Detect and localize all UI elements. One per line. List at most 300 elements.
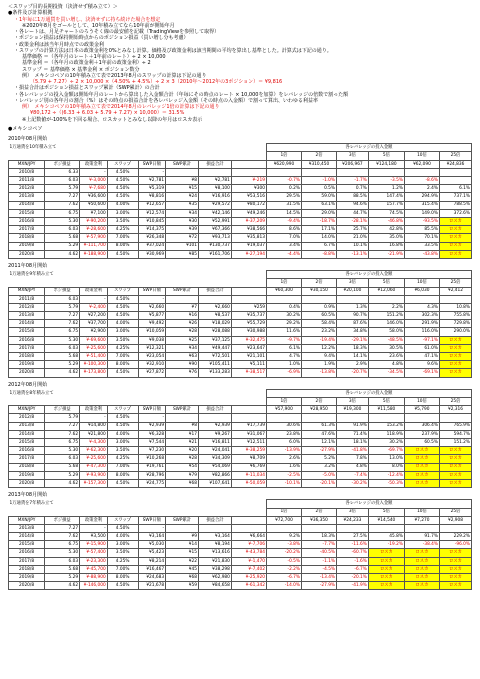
- leverage-label: 5倍: [368, 508, 404, 516]
- table-row: [9, 226, 472, 234]
- table-cell: [337, 295, 369, 303]
- table-cell: ¥3,500: [80, 533, 108, 541]
- table-cell: ¥30,969: [138, 250, 166, 258]
- table-cell: 27.5%: [337, 533, 369, 541]
- table-cell: ¥-7,402: [231, 565, 266, 573]
- table-cell: ロスカ: [439, 471, 471, 479]
- condition-line: 例） メキシコペソの10年積み立て表で2013年8月のスワップの計算は下記の通り: [22, 72, 207, 79]
- table-cell: ¥16: [166, 312, 199, 320]
- table-row: [9, 209, 472, 217]
- deposit-amount: ¥14,540: [368, 516, 404, 524]
- table-cell: ¥-90,200: [80, 217, 108, 225]
- leverage-label: 2倍: [301, 398, 336, 406]
- table-cell: ¥-4,300: [80, 438, 108, 446]
- table-row: [9, 185, 472, 193]
- table-cell: -7.7%: [301, 541, 336, 549]
- table-cell: 25.7%: [337, 226, 369, 234]
- leverage-label: 2倍: [301, 279, 336, 287]
- deposit-amount: ¥11,580: [368, 406, 404, 414]
- table-cell: 88.5%: [337, 193, 369, 201]
- table-cell: ¥55,729: [231, 320, 266, 328]
- table-row: [9, 193, 472, 201]
- leverage-header: 各レバレッジの投入金額: [266, 500, 471, 508]
- table-cell: ¥30: [166, 217, 199, 225]
- table-cell: ¥38,298: [199, 565, 232, 573]
- col-header-swap: スワップ: [107, 160, 138, 168]
- table-row: [9, 430, 472, 438]
- table-cell: 14.5%: [266, 209, 301, 217]
- table-cell: ¥3,164: [138, 533, 166, 541]
- table-cell: 7.27: [45, 422, 80, 430]
- table-cell: ¥10,845: [138, 217, 166, 225]
- table-cell: ¥-45,700: [80, 565, 108, 573]
- row-date: 2013/8: [9, 422, 45, 430]
- table-cell: ¥39: [166, 226, 199, 234]
- table-cell: 151.2%: [368, 312, 404, 320]
- deposit-amount: ¥2,412: [439, 287, 471, 295]
- table-cell: 4.50%: [107, 582, 138, 590]
- table-cell: ¥-28,600: [80, 226, 108, 234]
- simulation-table: [8, 143, 472, 259]
- table-cell: 4.3%: [404, 303, 439, 311]
- table-cell: ¥-62,300: [80, 447, 108, 455]
- table-cell: ¥7,230: [138, 447, 166, 455]
- table-cell: ¥15: [166, 549, 199, 557]
- table-cell: 12.1%: [301, 438, 336, 446]
- condition-line: （5.79 + 7.27）÷ 2 × 10,000 ×（4.50% + 4.5%）÷ 2 × 3（2010年〜2012年の3ポジション）＝ ¥9,816: [30, 79, 283, 85]
- table-cell: 91.9%: [337, 422, 369, 430]
- table-cell: 8.00%: [107, 242, 138, 250]
- blank-cell: [9, 508, 267, 516]
- condition-line: スワップ ＝ 基準価格 × 基準金利 × ポジション数分: [22, 66, 140, 73]
- page: [8, 4, 472, 590]
- table-cell: 17.1%: [301, 226, 336, 234]
- table-cell: 60.5%: [404, 438, 439, 446]
- table-cell: ¥9,038: [138, 336, 166, 344]
- table-cell: ¥49,246: [231, 209, 266, 217]
- sim-start-label: 2010年08月開始: [8, 136, 48, 142]
- table-cell: 47.1%: [404, 353, 439, 361]
- blank-cell: [9, 398, 267, 406]
- table-cell: -5.0%: [301, 471, 336, 479]
- table-cell: ロスカ: [404, 447, 439, 455]
- table-cell: ¥23,647: [231, 344, 266, 352]
- table-cell: 85.5%: [404, 226, 439, 234]
- col-header-swpsum: SWP累計: [166, 287, 199, 295]
- table-cell: -9.7%: [266, 336, 301, 344]
- col-header-total: 損益合計: [199, 287, 232, 295]
- table-cell: ¥6,664: [231, 533, 266, 541]
- table-cell: ¥7,100: [80, 209, 108, 217]
- table-cell: 9.4%: [301, 353, 336, 361]
- table-cell: -4.5%: [301, 565, 336, 573]
- table-cell: ¥84,658: [199, 582, 232, 590]
- table-cell: 18.3%: [301, 533, 336, 541]
- table-cell: ¥45: [166, 565, 199, 573]
- table-cell: [368, 168, 404, 176]
- leverage-label: 25倍: [439, 279, 471, 287]
- table-cell: ロスカ: [368, 549, 404, 557]
- table-cell: ¥30,988: [231, 328, 266, 336]
- table-cell: 59.0%: [301, 193, 336, 201]
- col-header-swpday: SWP日額: [138, 516, 166, 524]
- table-title: 1万通貨を10年積み立て: [9, 144, 267, 152]
- table-cell: ¥-1,470: [231, 557, 266, 565]
- table-row: [9, 533, 472, 541]
- table-row: [9, 455, 472, 463]
- table-cell: -6.9%: [266, 369, 301, 377]
- table-cell: 8.00%: [107, 574, 138, 582]
- table-cell: 4.50%: [107, 177, 138, 185]
- table-cell: 729.8%: [439, 320, 471, 328]
- row-date: 2018/8: [9, 353, 45, 361]
- row-date: 2020/8: [9, 369, 45, 377]
- table-cell: 94.6%: [337, 201, 369, 209]
- table-cell: -: [138, 524, 166, 532]
- row-date: 2013/8: [9, 312, 45, 320]
- table-cell: -13.1%: [337, 250, 369, 258]
- table-cell: ¥17,739: [231, 422, 266, 430]
- table-cell: 4.25%: [107, 344, 138, 352]
- table-cell: -41.8%: [337, 447, 369, 455]
- simulation-table: [8, 270, 472, 377]
- table-cell: ¥6,769: [231, 463, 266, 471]
- table-cell: 30.2%: [368, 438, 404, 446]
- table-row: [9, 344, 472, 352]
- condition-line: 基準金利 ＝（各年月の政策金利＋1年前の政策金利）÷ 2: [22, 60, 151, 67]
- table-cell: -93.5%: [404, 217, 439, 225]
- table-cell: ¥-2,400: [80, 303, 108, 311]
- table-cell: ¥54: [166, 463, 199, 471]
- table-cell: ¥24,041: [199, 447, 232, 455]
- table-cell: ¥27,872: [138, 369, 166, 377]
- table-cell: ¥52,991: [199, 217, 232, 225]
- table-cell: -48.5%: [368, 336, 404, 344]
- table-cell: ¥5,111: [231, 361, 266, 369]
- table-cell: 4.62: [45, 582, 80, 590]
- row-date: 2014/8: [9, 533, 45, 541]
- table-cell: 34.8%: [337, 328, 369, 336]
- table-cell: 306.4%: [404, 422, 439, 430]
- table-cell: 4.50%: [107, 422, 138, 430]
- table-cell: ¥-3,000: [80, 177, 108, 185]
- table-cell: ロスカ: [439, 361, 471, 369]
- row-date: 2017/8: [9, 344, 45, 352]
- deposit-amount: ¥57,900: [266, 406, 301, 414]
- leverage-header: 各レバレッジの投入金額: [266, 144, 471, 152]
- conditions-section: [8, 17, 472, 123]
- table-cell: [266, 295, 301, 303]
- table-cell: ¥34,309: [199, 455, 232, 463]
- table-cell: ¥2,781: [199, 177, 232, 185]
- table-cell: ¥14: [166, 541, 199, 549]
- table-cell: ¥25: [166, 336, 199, 344]
- leverage-label: 10倍: [404, 398, 439, 406]
- table-cell: ¥23,054: [138, 353, 166, 361]
- table-cell: ¥8,194: [199, 541, 232, 549]
- table-cell: 3.00%: [107, 209, 138, 217]
- table-cell: ロスカ: [439, 549, 471, 557]
- deposit-amount: ¥24,233: [337, 516, 369, 524]
- table-cell: ¥50,600: [80, 201, 108, 209]
- table-cell: 6.7%: [301, 242, 336, 250]
- deposit-amount: ¥60,300: [266, 287, 301, 295]
- table-cell: ¥7: [166, 303, 199, 311]
- table-cell: 7.00%: [107, 565, 138, 573]
- leverage-label: 5倍: [368, 279, 404, 287]
- leverage-label: 5倍: [368, 152, 404, 160]
- table-cell: 5.30: [45, 336, 80, 344]
- row-date: 2015/8: [9, 328, 45, 336]
- table-cell: ¥26,348: [138, 234, 166, 242]
- deposit-amount: ¥310,450: [301, 160, 336, 168]
- table-row: [9, 250, 472, 258]
- table-cell: ¥35,813: [231, 234, 266, 242]
- table-cell: 23.2%: [301, 328, 336, 336]
- table-cell: 7.62: [45, 533, 80, 541]
- sim-start-label: 2011年08月開始: [8, 262, 48, 269]
- table-row: [9, 168, 472, 176]
- table-cell: 8.00%: [107, 361, 138, 369]
- table-cell: 4.62: [45, 479, 80, 487]
- table-cell: ¥-25,600: [80, 344, 108, 352]
- table-cell: [368, 524, 404, 532]
- table-cell: ¥-47,300: [80, 463, 108, 471]
- table-cell: 5.79: [45, 185, 80, 193]
- table-cell: ¥8,100: [199, 185, 232, 193]
- blank-cell: [9, 152, 267, 160]
- table-cell: ロスカ: [439, 557, 471, 565]
- table-cell: -9.4%: [266, 217, 301, 225]
- row-date: 2020/8: [9, 582, 45, 590]
- condition-line: ・1年毎に1万通貨を買い増し、決済せずに持ち続けた場合を想定: [14, 16, 161, 23]
- table-cell: ¥-7,706: [231, 541, 266, 549]
- table-cell: 18.1%: [337, 438, 369, 446]
- table-cell: ¥10,268: [138, 455, 166, 463]
- table-cell: ¥2,781: [138, 177, 166, 185]
- table-cell: 788.5%: [439, 201, 471, 209]
- blank-cell: [231, 287, 266, 295]
- table-cell: [337, 168, 369, 176]
- table-cell: 6.75: [45, 438, 80, 446]
- table-cell: -: [80, 168, 108, 176]
- table-cell: 21.0%: [337, 234, 369, 242]
- condition-line: ・各レバレッジの投入金額は開始年月のレートから算出した入金額合計（年毎にその時点のレート × 10,000を加算）をレバレッジの倍数で割った額: [14, 91, 349, 98]
- table-cell: 9.6%: [404, 361, 439, 369]
- table-cell: ¥5,877: [138, 312, 166, 320]
- table-cell: 237.9%: [404, 430, 439, 438]
- table-cell: ¥19,761: [138, 463, 166, 471]
- table-cell: 63.1%: [301, 201, 336, 209]
- row-date: 2013/8: [9, 193, 45, 201]
- table-cell: 74.5%: [368, 209, 404, 217]
- col-header-pair: MXN/JPY: [9, 406, 45, 414]
- table-cell: 4.00%: [107, 430, 138, 438]
- leverage-label: 1倍: [266, 279, 301, 287]
- leverage-label: 3倍: [337, 152, 369, 160]
- table-cell: -27.9%: [301, 582, 336, 590]
- deposit-amount: ¥19,300: [337, 406, 369, 414]
- row-date: 2012/8: [9, 414, 45, 422]
- table-cell: ¥14,375: [138, 226, 166, 234]
- table-cell: ¥85: [166, 250, 199, 258]
- table-cell: 4.25%: [107, 557, 138, 565]
- table-cell: 11.6%: [266, 328, 301, 336]
- table-row: [9, 524, 472, 532]
- table-cell: 42.8%: [368, 226, 404, 234]
- deposit-amount: ¥124,180: [368, 160, 404, 168]
- table-cell: 151.2%: [439, 438, 471, 446]
- table-cell: -: [80, 524, 108, 532]
- table-title: 1万通貨を9年積み立て: [9, 271, 267, 279]
- deposit-amount: ¥5,790: [404, 406, 439, 414]
- col-header-swpday: SWP日額: [138, 160, 166, 168]
- table-cell: -4.4%: [266, 250, 301, 258]
- condition-line: ・レバレッジ別の各年月の割合（%）はその時点の損益合計を各レバレッジ入金額（その時点の入金額）で割って算出、いわゆる利益率: [14, 97, 318, 104]
- table-cell: 372.6%: [439, 209, 471, 217]
- table-cell: ¥21,101: [231, 353, 266, 361]
- deposit-amount: ¥2,908: [439, 516, 471, 524]
- table-cell: 29.2%: [266, 320, 301, 328]
- table-cell: [337, 414, 369, 422]
- table-cell: [266, 524, 301, 532]
- table-row: [9, 463, 472, 471]
- table-cell: ¥12,321: [138, 344, 166, 352]
- table-cell: [404, 414, 439, 422]
- table-cell: ¥5,319: [138, 185, 166, 193]
- table-cell: ¥16,811: [199, 438, 232, 446]
- table-cell: -30.2%: [337, 479, 369, 487]
- table-row: [9, 471, 472, 479]
- table-cell: ロスカ: [404, 479, 439, 487]
- table-cell: -97.1%: [404, 336, 439, 344]
- table-cell: -20.7%: [337, 369, 369, 377]
- row-date: 2019/8: [9, 361, 45, 369]
- col-header-total: 損益合計: [199, 160, 232, 168]
- table-cell: [266, 168, 301, 176]
- table-cell: -13.9%: [266, 447, 301, 455]
- table-row: [9, 549, 472, 557]
- table-cell: ¥6,328: [138, 430, 166, 438]
- table-cell: ¥32,910: [138, 361, 166, 369]
- table-cell: ¥-188,900: [80, 250, 108, 258]
- table-cell: [199, 295, 232, 303]
- table-cell: 4.50%: [107, 295, 138, 303]
- table-cell: ロスカ: [439, 574, 471, 582]
- table-cell: 4.50%: [107, 414, 138, 422]
- table-cell: 6.1%: [266, 344, 301, 352]
- table-cell: 5.79: [45, 303, 80, 311]
- table-cell: -2.2%: [266, 565, 301, 573]
- table-cell: ¥9: [166, 533, 199, 541]
- table-cell: ¥12,657: [138, 201, 166, 209]
- blank-cell: [9, 279, 267, 287]
- table-cell: 3.00%: [107, 438, 138, 446]
- condition-line: 例） メキシコペソの10年積み立て表で2014年8月のレバレッジ1倍の計算は下記の通り: [22, 104, 220, 110]
- table-cell: 765.9%: [439, 422, 471, 430]
- table-cell: ロスカ: [439, 565, 471, 573]
- col-header-swpday: SWP日額: [138, 406, 166, 414]
- table-cell: ¥105,411: [199, 361, 232, 369]
- table-cell: ¥2,660: [199, 303, 232, 311]
- table-cell: 18.3%: [337, 344, 369, 352]
- table-cell: 3.50%: [107, 336, 138, 344]
- table-cell: 30.5%: [368, 344, 404, 352]
- table-cell: 3.50%: [107, 217, 138, 225]
- table-row: [9, 582, 472, 590]
- table-cell: ¥68: [166, 479, 199, 487]
- table-cell: 4.25%: [107, 226, 138, 234]
- leverage-label: 10倍: [404, 152, 439, 160]
- table-cell: 4.62: [45, 250, 80, 258]
- table-cell: 0.9%: [301, 303, 336, 311]
- table-cell: ¥24,775: [138, 479, 166, 487]
- table-cell: 5.2%: [301, 455, 336, 463]
- table-cell: 6.03: [45, 344, 80, 352]
- table-cell: ¥-173,800: [80, 369, 108, 377]
- table-cell: 4.25%: [107, 455, 138, 463]
- table-cell: ¥-43,784: [231, 549, 266, 557]
- table-cell: ¥28: [166, 328, 199, 336]
- table-cell: ¥-100,300: [80, 361, 108, 369]
- table-cell: [368, 414, 404, 422]
- table-cell: ¥-38,259: [231, 447, 266, 455]
- table-row: [9, 295, 472, 303]
- table-cell: 87.6%: [337, 320, 369, 328]
- table-cell: -27.9%: [301, 447, 336, 455]
- leverage-label: 5倍: [368, 398, 404, 406]
- table-cell: ¥36,600: [80, 193, 108, 201]
- leverage-label: 25倍: [439, 398, 471, 406]
- table-cell: 4.50%: [107, 524, 138, 532]
- table-cell: ロスカ: [404, 463, 439, 471]
- table-cell: -10.1%: [266, 479, 301, 487]
- table-cell: 23.8%: [266, 430, 301, 438]
- table-cell: -50.3%: [368, 479, 404, 487]
- table-cell: 146.0%: [368, 320, 404, 328]
- table-cell: 7.27: [45, 524, 80, 532]
- table-cell: ロスカ: [439, 217, 471, 225]
- sim-block: [8, 136, 472, 259]
- table-cell: 6.03: [45, 177, 80, 185]
- table-cell: -29.1%: [337, 336, 369, 344]
- table-cell: 29.0%: [301, 209, 336, 217]
- table-cell: [199, 414, 232, 422]
- table-cell: ¥34: [166, 344, 199, 352]
- table-cell: 157.7%: [368, 201, 404, 209]
- table-cell: 4.00%: [107, 320, 138, 328]
- table-cell: ¥27,200: [80, 312, 108, 320]
- table-cell: ¥79: [166, 471, 199, 479]
- table-row: [9, 242, 472, 250]
- table-cell: ¥34: [166, 209, 199, 217]
- table-cell: ¥-88,900: [80, 574, 108, 582]
- table-cell: -20.1%: [301, 479, 336, 487]
- table-cell: ¥-93,900: [80, 471, 108, 479]
- sim-block: [8, 263, 472, 378]
- table-cell: ロスカ: [439, 250, 471, 258]
- table-row: [9, 320, 472, 328]
- table-cell: -20.1%: [337, 574, 369, 582]
- table-cell: ¥76: [166, 369, 199, 377]
- table-cell: ¥-23,300: [80, 557, 108, 565]
- col-header-pos: ポジ損益: [45, 287, 80, 295]
- table-cell: 45.8%: [368, 533, 404, 541]
- table-cell: 7.0%: [266, 234, 301, 242]
- table-cell: [337, 524, 369, 532]
- table-cell: ¥21,678: [138, 582, 166, 590]
- table-cell: [404, 168, 439, 176]
